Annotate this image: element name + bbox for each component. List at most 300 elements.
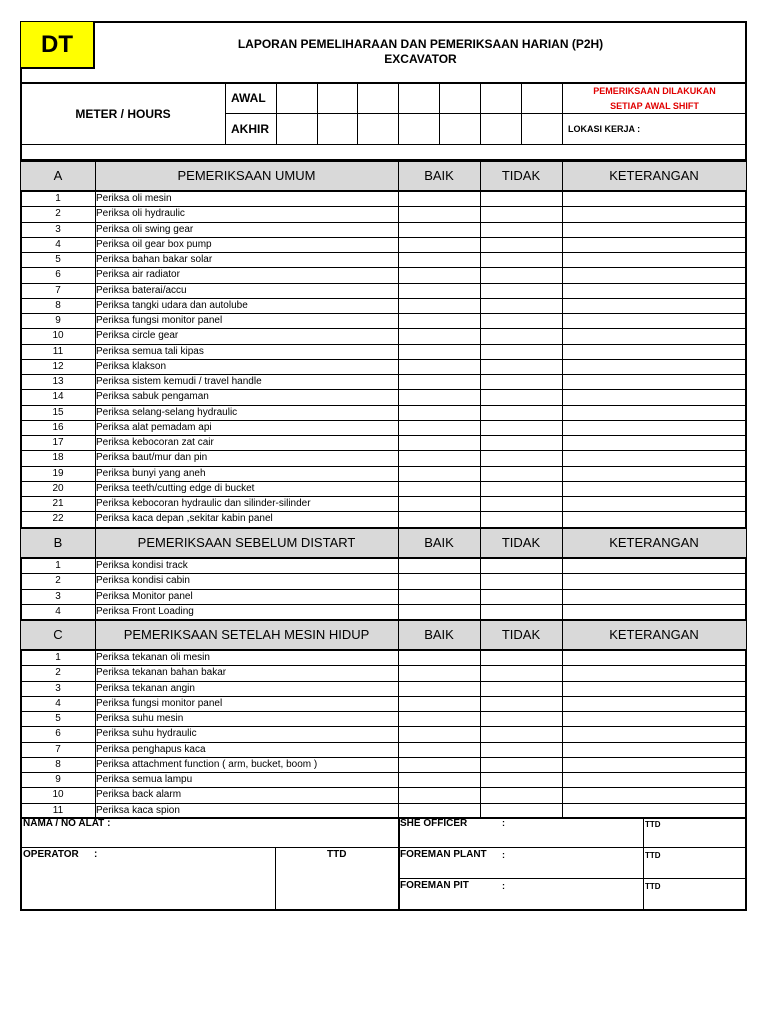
keterangan-cell[interactable]: [563, 298, 746, 313]
baik-cell[interactable]: [399, 589, 480, 604]
column-header-baik: [398, 527, 480, 557]
awal-text: AWAL: [231, 91, 266, 105]
row-number-text: 10: [52, 789, 64, 801]
row-number-text: 2: [55, 575, 61, 587]
baik-cell[interactable]: [399, 511, 480, 526]
foreman-pit-colon: [502, 881, 512, 895]
baik-cell[interactable]: [399, 696, 480, 711]
keterangan-cell[interactable]: [563, 589, 746, 604]
row-item: [95, 222, 398, 237]
tidak-cell[interactable]: [481, 726, 562, 741]
row-item: [95, 589, 398, 604]
row-number-text: 3: [55, 590, 61, 602]
baik-cell[interactable]: [399, 665, 480, 680]
tidak-cell[interactable]: [481, 481, 562, 496]
row-item-text: Periksa baut/mur dan pin: [96, 452, 208, 464]
row-item: [95, 191, 398, 206]
row-item-text: Periksa kebocoran zat cair: [96, 437, 214, 449]
foreman-pit-ttd-text: TTD: [645, 882, 661, 891]
she-officer-ttd-text: TTD: [645, 820, 661, 829]
row-item-text: Periksa tekanan oli mesin: [96, 652, 210, 664]
baik-cell[interactable]: [399, 450, 480, 465]
tidak-cell[interactable]: [481, 267, 562, 282]
keterangan-cell[interactable]: [563, 435, 746, 450]
section-title: [95, 527, 398, 557]
akhir-cell-2[interactable]: [318, 114, 357, 144]
akhir-cell-1[interactable]: [277, 114, 317, 144]
row-number-text: 7: [55, 284, 61, 296]
row-item: [95, 267, 398, 282]
row-number: [21, 711, 95, 726]
row-number: [21, 283, 95, 298]
row-item-text: Periksa suhu hydraulic: [96, 728, 197, 740]
tidak-cell[interactable]: [481, 222, 562, 237]
row-item-text: Periksa klakson: [96, 360, 167, 372]
column-header-tidak-text: TIDAK: [501, 167, 541, 183]
column-header-tidak: [480, 160, 562, 190]
row-item-text: Periksa penghapus kaca: [96, 743, 206, 755]
row-item-text: Periksa fungsi monitor panel: [96, 315, 223, 327]
baik-cell[interactable]: [399, 359, 480, 374]
keterangan-cell[interactable]: [563, 420, 746, 435]
awal-cell-1[interactable]: [277, 84, 317, 113]
row-item: [95, 726, 398, 741]
tidak-cell[interactable]: [481, 359, 562, 374]
row-item-text: Periksa fungsi monitor panel: [96, 697, 223, 709]
operator-label: [23, 849, 83, 863]
keterangan-cell[interactable]: [563, 711, 746, 726]
row-item: [95, 696, 398, 711]
tidak-cell[interactable]: [481, 237, 562, 252]
baik-cell[interactable]: [399, 772, 480, 787]
keterangan-cell[interactable]: [563, 359, 746, 374]
row-number: [21, 696, 95, 711]
column-header-baik-text: BAIK: [424, 167, 454, 183]
baik-cell[interactable]: [399, 344, 480, 359]
baik-cell[interactable]: [399, 420, 480, 435]
row-number-text: 1: [55, 193, 61, 205]
keterangan-cell[interactable]: [563, 374, 746, 389]
column-header-keterangan: [562, 160, 746, 190]
row-number-text: 12: [52, 360, 64, 372]
title-line1: LAPORAN PEMELIHARAAN DAN PEMERIKSAAN HARIAN (P2H): [237, 37, 604, 51]
row-number: [21, 803, 95, 818]
shift-notice-line1: [563, 84, 746, 98]
row-number-text: 10: [52, 330, 64, 342]
keterangan-cell[interactable]: [563, 191, 746, 206]
divider: [643, 817, 644, 911]
row-item: [95, 787, 398, 802]
tidak-cell[interactable]: [481, 803, 562, 818]
baik-cell[interactable]: [399, 374, 480, 389]
row-number: [21, 328, 95, 343]
tidak-cell[interactable]: [481, 589, 562, 604]
baik-cell[interactable]: [399, 573, 480, 588]
tidak-cell[interactable]: [481, 252, 562, 267]
akhir-cell-7[interactable]: [522, 114, 562, 144]
row-number-text: 5: [55, 713, 61, 725]
row-number: [21, 374, 95, 389]
she-officer-label: [400, 818, 490, 832]
keterangan-cell[interactable]: [563, 665, 746, 680]
foreman-plant-colon: [502, 850, 512, 864]
meter-hours-label: [21, 83, 225, 144]
row-item: [95, 803, 398, 818]
section-letter: [21, 619, 95, 649]
foreman-plant-colon-text: :: [502, 850, 505, 860]
foreman-plant-ttd-label: [645, 851, 675, 863]
baik-cell[interactable]: [399, 252, 480, 267]
row-number-text: 4: [55, 238, 61, 250]
meter-hours-text: METER / HOURS: [75, 106, 171, 121]
keterangan-cell[interactable]: [563, 466, 746, 481]
tidak-cell[interactable]: [481, 191, 562, 206]
row-item: [95, 650, 398, 665]
tidak-cell[interactable]: [481, 344, 562, 359]
column-header-keterangan-text: KETERANGAN: [609, 167, 699, 183]
row-item: [95, 298, 398, 313]
row-number: [21, 450, 95, 465]
tidak-cell[interactable]: [481, 405, 562, 420]
section-letter-text: A: [53, 167, 63, 183]
keterangan-cell[interactable]: [563, 681, 746, 696]
column-header-baik-text: BAIK: [424, 626, 454, 642]
tidak-cell[interactable]: [481, 435, 562, 450]
akhir-cell-6[interactable]: [481, 114, 521, 144]
row-item-text: Periksa tangki udara dan autolube: [96, 299, 248, 311]
tidak-cell[interactable]: [481, 757, 562, 772]
row-item-text: Periksa air radiator: [96, 269, 180, 281]
baik-cell[interactable]: [399, 742, 480, 757]
row-item: [95, 665, 398, 680]
foreman-plant-label: [400, 849, 500, 863]
row-item: [95, 435, 398, 450]
row-item-text: Periksa bahan bakar solar: [96, 254, 213, 266]
keterangan-cell[interactable]: [563, 803, 746, 818]
keterangan-cell[interactable]: [563, 344, 746, 359]
row-item: [95, 742, 398, 757]
awal-cell-7[interactable]: [522, 84, 562, 113]
baik-cell[interactable]: [399, 283, 480, 298]
foreman-pit-name-field[interactable]: [512, 880, 642, 909]
row-number: [21, 589, 95, 604]
keterangan-cell[interactable]: [563, 283, 746, 298]
row-number-text: 6: [55, 269, 61, 281]
foreman-pit-label: [400, 880, 500, 894]
baik-cell[interactable]: [399, 405, 480, 420]
divider: [399, 878, 746, 879]
keterangan-cell[interactable]: [563, 558, 746, 573]
section-title: [95, 619, 398, 649]
row-number-text: 15: [52, 406, 64, 418]
row-item: [95, 681, 398, 696]
row-number: [21, 511, 95, 526]
keterangan-cell[interactable]: [563, 267, 746, 282]
keterangan-cell[interactable]: [563, 511, 746, 526]
row-item: [95, 237, 398, 252]
row-item: [95, 389, 398, 404]
baik-cell[interactable]: [399, 191, 480, 206]
shift-notice-text1: PEMERIKSAAN DILAKUKAN: [593, 86, 716, 96]
row-number: [21, 344, 95, 359]
row-item-text: Periksa kondisi track: [96, 560, 188, 572]
tidak-cell[interactable]: [481, 696, 562, 711]
dt-logo: [21, 22, 95, 69]
row-number-text: 4: [55, 697, 61, 709]
tidak-cell[interactable]: [481, 511, 562, 526]
she-officer-name-field[interactable]: [512, 818, 642, 846]
tidak-cell[interactable]: [481, 787, 562, 802]
row-number: [21, 558, 95, 573]
keterangan-cell[interactable]: [563, 772, 746, 787]
row-number-text: 16: [52, 421, 64, 433]
keterangan-cell[interactable]: [563, 450, 746, 465]
keterangan-cell[interactable]: [563, 206, 746, 221]
section-letter-text: B: [53, 534, 63, 550]
row-number: [21, 405, 95, 420]
tidak-cell[interactable]: [481, 374, 562, 389]
row-item: [95, 481, 398, 496]
row-number-text: 8: [55, 758, 61, 770]
keterangan-cell[interactable]: [563, 252, 746, 267]
lokasi-kerja-label: [567, 114, 745, 144]
row-number-text: 1: [55, 560, 61, 572]
form-title: [95, 22, 746, 82]
divider: [275, 847, 276, 911]
row-item-text: Periksa teeth/cutting edge di bucket: [96, 482, 255, 494]
baik-cell[interactable]: [399, 237, 480, 252]
baik-cell[interactable]: [399, 206, 480, 221]
row-number: [21, 466, 95, 481]
operator-ttd-text: TTD: [327, 849, 347, 860]
operator-signature-field[interactable]: [277, 864, 397, 910]
row-number: [21, 206, 95, 221]
row-number-text: 2: [55, 667, 61, 679]
tidak-cell[interactable]: [481, 328, 562, 343]
baik-cell[interactable]: [399, 711, 480, 726]
tidak-cell[interactable]: [481, 298, 562, 313]
keterangan-cell[interactable]: [563, 726, 746, 741]
row-item-text: Periksa semua lampu: [96, 774, 193, 786]
operator-name-field[interactable]: [106, 849, 274, 909]
row-item-text: Periksa alat pemadam api: [96, 421, 212, 433]
row-item: [95, 511, 398, 526]
operator-colon: [94, 849, 104, 863]
row-item-text: Periksa oli swing gear: [96, 223, 194, 235]
keterangan-cell[interactable]: [563, 222, 746, 237]
row-number: [21, 650, 95, 665]
awal-cell-5[interactable]: [440, 84, 480, 113]
row-item-text: Periksa Monitor panel: [96, 590, 193, 602]
baik-cell[interactable]: [399, 726, 480, 741]
baik-cell[interactable]: [399, 496, 480, 511]
tidak-cell[interactable]: [481, 742, 562, 757]
row-item-text: Periksa kaca depan ,sekitar kabin panel: [96, 513, 273, 525]
baik-cell[interactable]: [399, 267, 480, 282]
akhir-cell-5[interactable]: [440, 114, 480, 144]
tidak-cell[interactable]: [481, 206, 562, 221]
baik-cell[interactable]: [399, 328, 480, 343]
tidak-cell[interactable]: [481, 420, 562, 435]
row-item-text: Periksa tekanan bahan bakar: [96, 667, 227, 679]
awal-label: [230, 83, 276, 113]
akhir-cell-4[interactable]: [399, 114, 439, 144]
row-item-text: Periksa semua tali kipas: [96, 345, 204, 357]
divider: [21, 144, 746, 145]
keterangan-cell[interactable]: [563, 405, 746, 420]
shift-notice-text2: SETIAP AWAL SHIFT: [610, 101, 699, 111]
tidak-cell[interactable]: [481, 496, 562, 511]
baik-cell[interactable]: [399, 558, 480, 573]
row-number: [21, 435, 95, 450]
tidak-cell[interactable]: [481, 313, 562, 328]
row-number-text: 19: [52, 467, 64, 479]
row-number: [21, 267, 95, 282]
foreman-pit-colon-text: :: [502, 881, 505, 891]
row-item-text: Periksa oil gear box pump: [96, 238, 212, 250]
row-item: [95, 604, 398, 619]
row-item: [95, 405, 398, 420]
baik-cell[interactable]: [399, 803, 480, 818]
tidak-cell[interactable]: [481, 283, 562, 298]
keterangan-cell[interactable]: [563, 237, 746, 252]
baik-cell[interactable]: [399, 298, 480, 313]
baik-cell[interactable]: [399, 466, 480, 481]
keterangan-cell[interactable]: [563, 742, 746, 757]
row-item-text: Periksa kaca spion: [96, 804, 180, 816]
row-number-text: 18: [52, 452, 64, 464]
row-number-text: 1: [55, 652, 61, 664]
keterangan-cell[interactable]: [563, 496, 746, 511]
tidak-cell[interactable]: [481, 558, 562, 573]
akhir-text: AKHIR: [231, 122, 269, 136]
tidak-cell[interactable]: [481, 711, 562, 726]
row-item: [95, 206, 398, 221]
baik-cell[interactable]: [399, 650, 480, 665]
row-item: [95, 313, 398, 328]
row-number: [21, 222, 95, 237]
section-letter: [21, 160, 95, 190]
awal-cell-3[interactable]: [358, 84, 398, 113]
row-number: [21, 742, 95, 757]
baik-cell[interactable]: [399, 389, 480, 404]
tidak-cell[interactable]: [481, 450, 562, 465]
tidak-cell[interactable]: [481, 665, 562, 680]
row-number-text: 13: [52, 376, 64, 388]
awal-cell-4[interactable]: [399, 84, 439, 113]
row-item: [95, 496, 398, 511]
row-number-text: 7: [55, 743, 61, 755]
she-officer-colon-text: :: [502, 818, 505, 828]
row-number: [21, 191, 95, 206]
row-item: [95, 711, 398, 726]
nama-no-alat-label: [23, 818, 273, 832]
baik-cell[interactable]: [399, 604, 480, 619]
keterangan-cell[interactable]: [563, 389, 746, 404]
row-number: [21, 757, 95, 772]
row-item: [95, 359, 398, 374]
dt-logo-text: DT: [41, 30, 73, 58]
divider: [21, 847, 746, 848]
tidak-cell[interactable]: [481, 604, 562, 619]
keterangan-cell[interactable]: [563, 573, 746, 588]
foreman-pit-ttd-label: [645, 882, 675, 894]
baik-cell[interactable]: [399, 222, 480, 237]
keterangan-cell[interactable]: [563, 787, 746, 802]
tidak-cell[interactable]: [481, 573, 562, 588]
keterangan-cell[interactable]: [563, 650, 746, 665]
row-item-text: Periksa attachment function ( arm, bucket, boom ): [96, 758, 318, 770]
row-item: [95, 772, 398, 787]
keterangan-cell[interactable]: [563, 757, 746, 772]
foreman-plant-ttd-text: TTD: [645, 851, 661, 860]
row-number-text: 9: [55, 315, 61, 327]
row-item: [95, 558, 398, 573]
row-item-text: Periksa suhu mesin: [96, 713, 184, 725]
column-header-keterangan: [562, 527, 746, 557]
section-letter: [21, 527, 95, 557]
row-number-text: 20: [52, 482, 64, 494]
awal-cell-2[interactable]: [318, 84, 357, 113]
section-title-text: PEMERIKSAAN SETELAH MESIN HIDUP: [123, 626, 370, 642]
tidak-cell[interactable]: [481, 389, 562, 404]
keterangan-cell[interactable]: [563, 313, 746, 328]
tidak-cell[interactable]: [481, 466, 562, 481]
foreman-pit-text: FOREMAN PIT: [400, 880, 469, 891]
row-item-text: Periksa sabuk pengaman: [96, 391, 209, 403]
baik-cell[interactable]: [399, 787, 480, 802]
column-header-tidak-text: TIDAK: [501, 626, 541, 642]
row-item-text: Periksa oli mesin: [96, 193, 172, 205]
keterangan-cell[interactable]: [563, 696, 746, 711]
foreman-plant-name-field[interactable]: [512, 849, 642, 877]
row-number-text: 9: [55, 774, 61, 786]
nama-no-alat-text: NAMA / NO ALAT :: [23, 818, 111, 829]
akhir-cell-3[interactable]: [358, 114, 398, 144]
row-number: [21, 298, 95, 313]
baik-cell[interactable]: [399, 435, 480, 450]
row-item-text: Periksa circle gear: [96, 330, 179, 342]
row-number: [21, 237, 95, 252]
row-item-text: Periksa oli hydraulic: [96, 208, 185, 220]
row-number: [21, 481, 95, 496]
keterangan-cell[interactable]: [563, 328, 746, 343]
baik-cell[interactable]: [399, 681, 480, 696]
tidak-cell[interactable]: [481, 650, 562, 665]
row-number-text: 8: [55, 299, 61, 311]
shift-notice-line2: [563, 99, 746, 113]
keterangan-cell[interactable]: [563, 481, 746, 496]
row-number-text: 6: [55, 728, 61, 740]
tidak-cell[interactable]: [481, 681, 562, 696]
operator-ttd-label: [327, 849, 357, 863]
baik-cell[interactable]: [399, 481, 480, 496]
row-item: [95, 344, 398, 359]
column-header-tidak-text: TIDAK: [501, 534, 541, 550]
tidak-cell[interactable]: [481, 772, 562, 787]
row-number-text: 11: [52, 804, 64, 816]
row-number: [21, 496, 95, 511]
baik-cell[interactable]: [399, 757, 480, 772]
row-item-text: Periksa bunyi yang aneh: [96, 467, 206, 479]
keterangan-cell[interactable]: [563, 604, 746, 619]
row-number: [21, 787, 95, 802]
awal-cell-6[interactable]: [481, 84, 521, 113]
row-number: [21, 681, 95, 696]
row-number-text: 11: [52, 345, 64, 357]
section-title: [95, 160, 398, 190]
baik-cell[interactable]: [399, 313, 480, 328]
